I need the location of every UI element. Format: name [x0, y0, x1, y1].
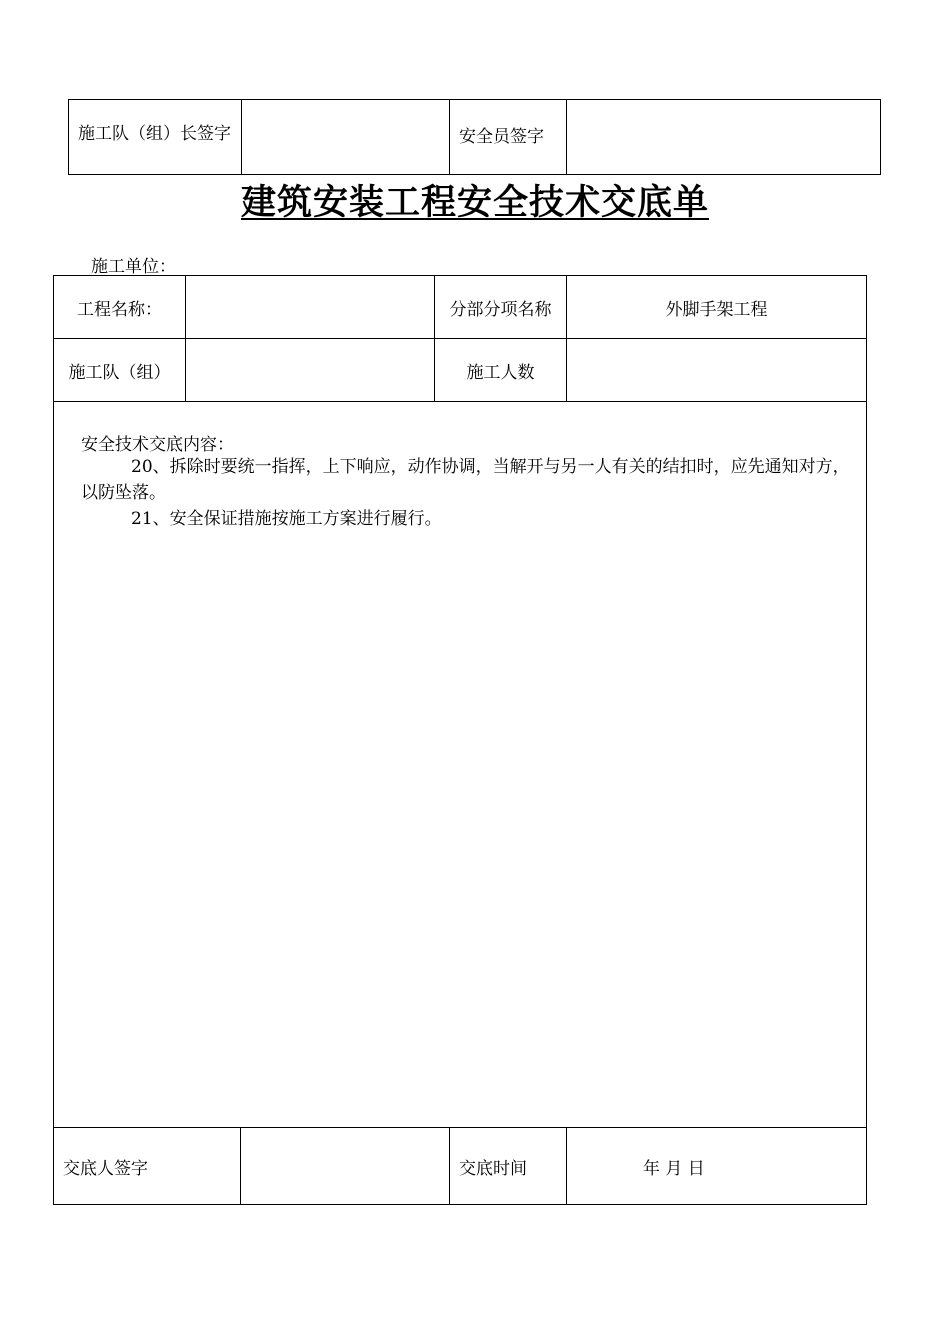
safety-officer-label-cell	[450, 100, 567, 174]
briefer-signature-label: 交底人签字	[54, 1128, 241, 1204]
team-label: 施工队（组）	[54, 339, 186, 401]
document-title	[0, 178, 950, 228]
subproject-field[interactable]: 外脚手架工程	[665, 299, 768, 320]
safety-officer-signature-label: 安全员签字	[459, 127, 544, 147]
table-row-team	[54, 339, 866, 402]
construction-unit-label: 施工单位：	[91, 257, 176, 277]
team-field[interactable]	[186, 339, 435, 401]
briefer-signature-field[interactable]	[241, 1128, 450, 1204]
team-leader-signature-label: 施工队（组）长签字	[78, 124, 231, 144]
project-name-field[interactable]	[186, 276, 435, 338]
project-name-label: 工程名称：	[54, 276, 186, 338]
signature-table-top	[68, 99, 881, 175]
team-leader-label-cell	[69, 100, 242, 174]
table-row-content	[54, 402, 866, 1128]
brief-time-label: 交底时间	[450, 1128, 567, 1204]
brief-time-field[interactable]: 年 月 日	[643, 1158, 705, 1179]
table-row-project	[54, 276, 866, 339]
content-item: 21、安全保证措施按施工方案进行履行。	[131, 509, 442, 529]
content-item: 20、拆除时要统一指挥，上下响应，动作协调，当解开与另一人有关的结扣时，应先通知对方，以防坠落。	[81, 457, 850, 503]
safety-officer-signature-field[interactable]	[567, 100, 880, 174]
team-leader-signature-field[interactable]	[242, 100, 450, 174]
subproject-label: 分部分项名称	[435, 276, 567, 338]
worker-count-field[interactable]	[567, 339, 866, 401]
worker-count-label: 施工人数	[435, 339, 567, 401]
content-heading: 安全技术交底内容：	[81, 435, 234, 455]
table-row-briefing-signature	[54, 1128, 866, 1204]
safety-briefing-table	[53, 275, 867, 1205]
document-title-text: 建筑安装工程安全技术交底单	[240, 183, 709, 223]
